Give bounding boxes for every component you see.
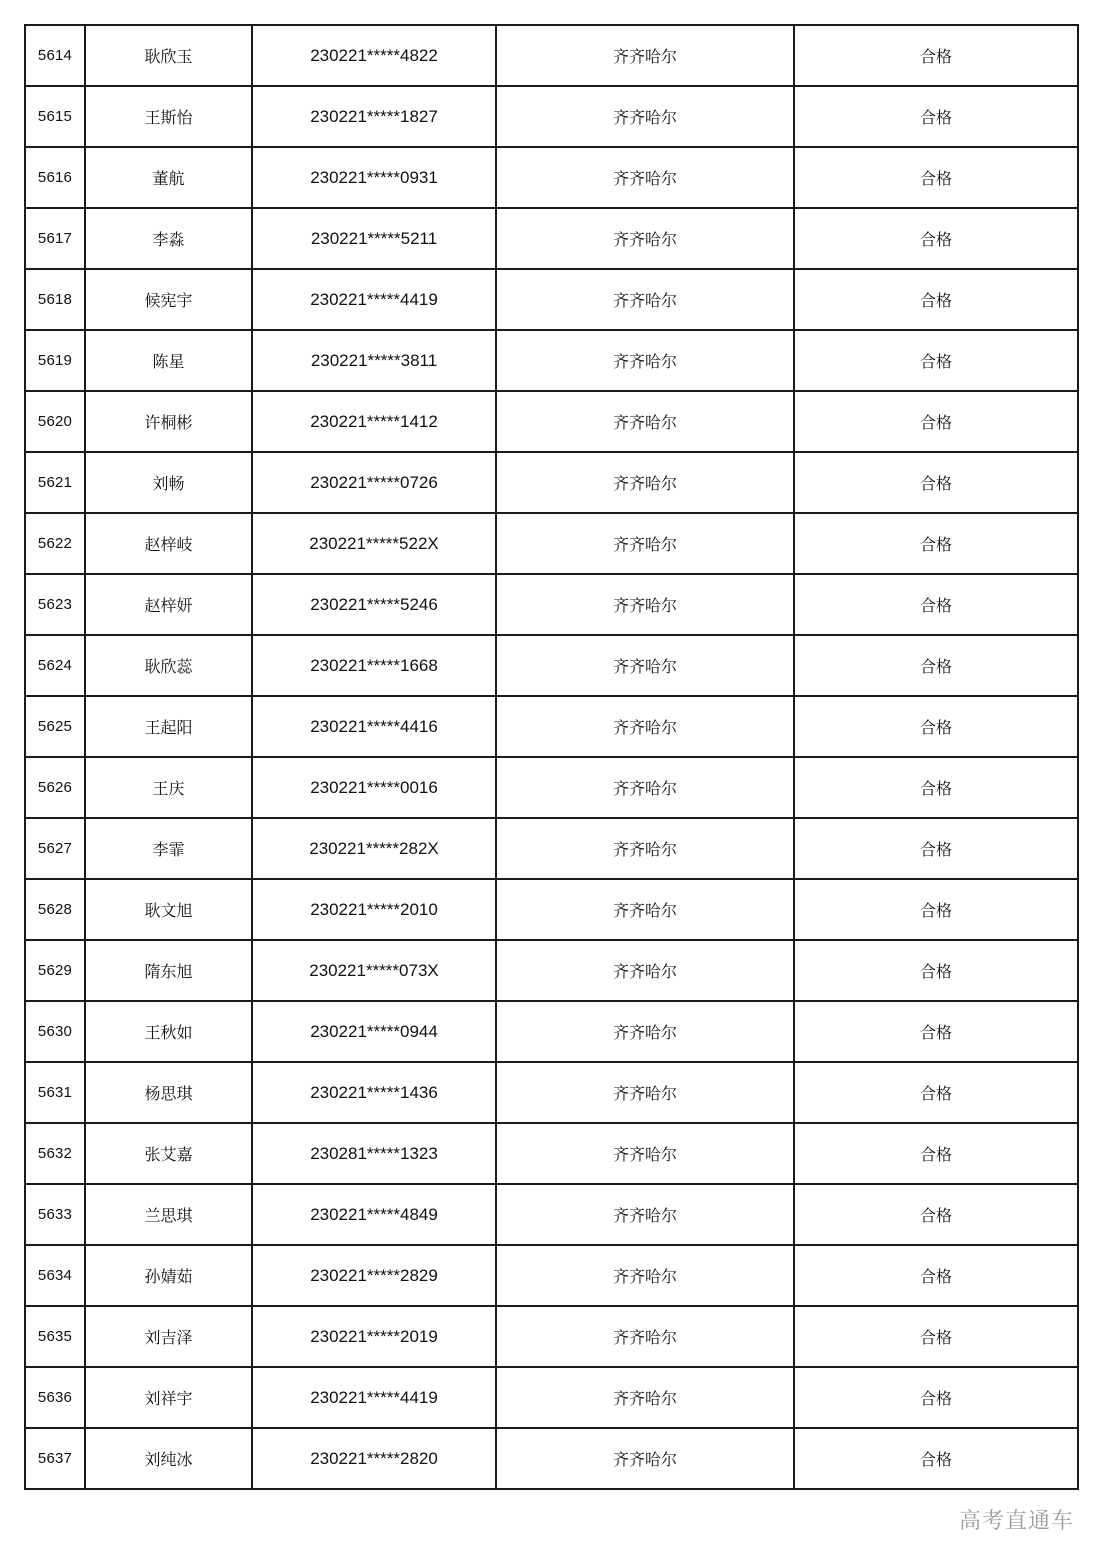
city-cell: 齐齐哈尔 [496,25,794,86]
seq-cell: 5632 [25,1123,85,1184]
name-cell: 陈星 [85,330,252,391]
table-row [25,1428,1078,1489]
name-cell: 李淼 [85,208,252,269]
seq-cell: 5617 [25,208,85,269]
results-table-body [25,25,1078,1489]
seq-cell: 5623 [25,574,85,635]
id-number-cell: 230221*****3811 [252,330,496,391]
name-cell: 耿欣蕊 [85,635,252,696]
id-number-cell: 230221*****2820 [252,1428,496,1489]
table-row [25,86,1078,147]
seq-cell: 5624 [25,635,85,696]
table-row [25,757,1078,818]
city-cell: 齐齐哈尔 [496,330,794,391]
result-cell: 合格 [794,574,1078,635]
result-cell: 合格 [794,1184,1078,1245]
id-number-cell: 230221*****1412 [252,391,496,452]
name-cell: 李霏 [85,818,252,879]
id-number-cell: 230221*****4822 [252,25,496,86]
id-number-cell: 230221*****4419 [252,269,496,330]
city-cell: 齐齐哈尔 [496,757,794,818]
table-row [25,1001,1078,1062]
result-cell: 合格 [794,330,1078,391]
city-cell: 齐齐哈尔 [496,1367,794,1428]
seq-cell: 5635 [25,1306,85,1367]
id-number-cell: 230221*****0931 [252,147,496,208]
table-row [25,940,1078,1001]
name-cell: 兰思琪 [85,1184,252,1245]
name-cell: 王起阳 [85,696,252,757]
id-number-cell: 230221*****2019 [252,1306,496,1367]
results-table-container [24,24,1077,1490]
result-cell: 合格 [794,86,1078,147]
name-cell: 赵梓岐 [85,513,252,574]
seq-cell: 5620 [25,391,85,452]
id-number-cell: 230221*****5246 [252,574,496,635]
name-cell: 耿欣玉 [85,25,252,86]
name-cell: 候宪宇 [85,269,252,330]
name-cell: 刘祥宇 [85,1367,252,1428]
seq-cell: 5622 [25,513,85,574]
seq-cell: 5621 [25,452,85,513]
watermark-text: 高考直通车 [958,1509,1074,1534]
name-cell: 耿文旭 [85,879,252,940]
name-cell: 隋东旭 [85,940,252,1001]
id-number-cell: 230221*****0726 [252,452,496,513]
seq-cell: 5629 [25,940,85,1001]
result-cell: 合格 [794,147,1078,208]
name-cell: 王斯怡 [85,86,252,147]
city-cell: 齐齐哈尔 [496,452,794,513]
id-number-cell: 230221*****5211 [252,208,496,269]
id-number-cell: 230221*****0016 [252,757,496,818]
table-row [25,391,1078,452]
table-row [25,696,1078,757]
city-cell: 齐齐哈尔 [496,818,794,879]
seq-cell: 5626 [25,757,85,818]
result-cell: 合格 [794,391,1078,452]
id-number-cell: 230221*****4419 [252,1367,496,1428]
table-row [25,513,1078,574]
seq-cell: 5637 [25,1428,85,1489]
city-cell: 齐齐哈尔 [496,1123,794,1184]
seq-cell: 5619 [25,330,85,391]
id-number-cell: 230221*****2829 [252,1245,496,1306]
table-row [25,635,1078,696]
result-cell: 合格 [794,25,1078,86]
city-cell: 齐齐哈尔 [496,1306,794,1367]
seq-cell: 5633 [25,1184,85,1245]
city-cell: 齐齐哈尔 [496,208,794,269]
id-number-cell: 230221*****0944 [252,1001,496,1062]
table-row [25,208,1078,269]
seq-cell: 5628 [25,879,85,940]
result-cell: 合格 [794,635,1078,696]
result-cell: 合格 [794,1123,1078,1184]
table-row [25,1123,1078,1184]
table-row [25,147,1078,208]
city-cell: 齐齐哈尔 [496,86,794,147]
id-number-cell: 230221*****4416 [252,696,496,757]
results-table [24,24,1079,1490]
id-number-cell: 230221*****4849 [252,1184,496,1245]
table-row [25,1245,1078,1306]
table-row [25,574,1078,635]
seq-cell: 5630 [25,1001,85,1062]
seq-cell: 5616 [25,147,85,208]
seq-cell: 5618 [25,269,85,330]
table-row [25,1367,1078,1428]
seq-cell: 5614 [25,25,85,86]
city-cell: 齐齐哈尔 [496,1245,794,1306]
name-cell: 刘畅 [85,452,252,513]
result-cell: 合格 [794,696,1078,757]
id-number-cell: 230221*****522X [252,513,496,574]
result-cell: 合格 [794,1367,1078,1428]
result-cell: 合格 [794,940,1078,1001]
name-cell: 董航 [85,147,252,208]
name-cell: 刘吉泽 [85,1306,252,1367]
seq-cell: 5627 [25,818,85,879]
city-cell: 齐齐哈尔 [496,1184,794,1245]
id-number-cell: 230221*****2010 [252,879,496,940]
city-cell: 齐齐哈尔 [496,147,794,208]
id-number-cell: 230281*****1323 [252,1123,496,1184]
result-cell: 合格 [794,513,1078,574]
result-cell: 合格 [794,879,1078,940]
city-cell: 齐齐哈尔 [496,1428,794,1489]
id-number-cell: 230221*****1827 [252,86,496,147]
name-cell: 刘纯冰 [85,1428,252,1489]
result-cell: 合格 [794,1306,1078,1367]
table-row [25,1062,1078,1123]
table-row [25,1184,1078,1245]
city-cell: 齐齐哈尔 [496,1001,794,1062]
name-cell: 杨思琪 [85,1062,252,1123]
city-cell: 齐齐哈尔 [496,879,794,940]
name-cell: 张艾嘉 [85,1123,252,1184]
result-cell: 合格 [794,1001,1078,1062]
city-cell: 齐齐哈尔 [496,513,794,574]
result-cell: 合格 [794,269,1078,330]
city-cell: 齐齐哈尔 [496,635,794,696]
id-number-cell: 230221*****1436 [252,1062,496,1123]
result-cell: 合格 [794,1062,1078,1123]
seq-cell: 5615 [25,86,85,147]
result-cell: 合格 [794,757,1078,818]
result-cell: 合格 [794,1245,1078,1306]
city-cell: 齐齐哈尔 [496,940,794,1001]
city-cell: 齐齐哈尔 [496,1062,794,1123]
id-number-cell: 230221*****282X [252,818,496,879]
table-row [25,330,1078,391]
name-cell: 赵梓妍 [85,574,252,635]
table-row [25,269,1078,330]
id-number-cell: 230221*****073X [252,940,496,1001]
city-cell: 齐齐哈尔 [496,574,794,635]
result-cell: 合格 [794,452,1078,513]
seq-cell: 5625 [25,696,85,757]
result-cell: 合格 [794,818,1078,879]
name-cell: 许桐彬 [85,391,252,452]
city-cell: 齐齐哈尔 [496,696,794,757]
seq-cell: 5636 [25,1367,85,1428]
seq-cell: 5634 [25,1245,85,1306]
name-cell: 王秋如 [85,1001,252,1062]
city-cell: 齐齐哈尔 [496,391,794,452]
table-row [25,818,1078,879]
id-number-cell: 230221*****1668 [252,635,496,696]
city-cell: 齐齐哈尔 [496,269,794,330]
result-cell: 合格 [794,1428,1078,1489]
table-row [25,1306,1078,1367]
seq-cell: 5631 [25,1062,85,1123]
name-cell: 孙婧茹 [85,1245,252,1306]
table-row [25,879,1078,940]
result-cell: 合格 [794,208,1078,269]
table-row [25,25,1078,86]
name-cell: 王庆 [85,757,252,818]
table-row [25,452,1078,513]
